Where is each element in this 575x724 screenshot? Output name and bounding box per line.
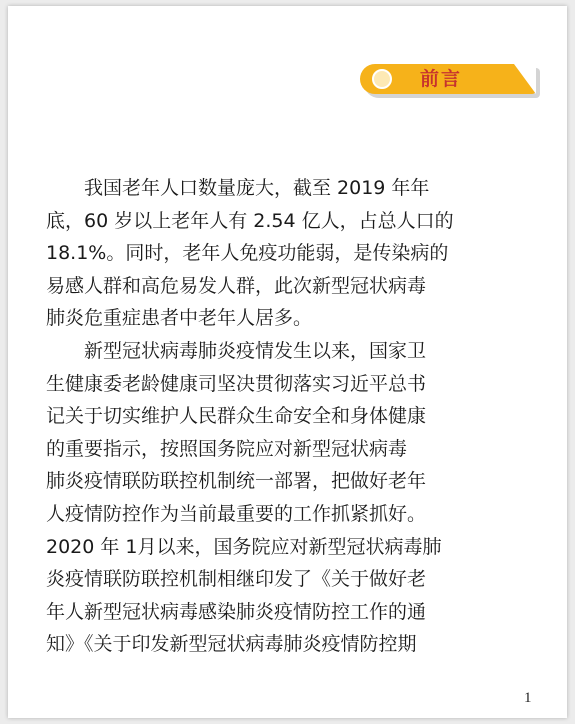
text-line: 18.1%。同时，老年人免疫功能弱，是传染病的 (46, 242, 449, 265)
text-line: 炎疫情联防联控机制相继印发了《关于做好老 (46, 568, 427, 591)
text-line: 人疫情防控作为当前最重要的工作抓紧抓好。 (46, 502, 427, 525)
text-line: 我国老年人口数量庞大，截至 2019 年年 (46, 177, 430, 199)
section-title: 前言 (420, 68, 463, 90)
circle-dot-icon (372, 69, 392, 89)
text-line: 易感人群和高危易发人群，此次新型冠状病毒 (46, 274, 427, 297)
banner-tab (360, 64, 536, 94)
text-line: 知》《关于印发新型冠状病毒肺炎疫情防控期 (46, 633, 417, 656)
text-line: 年人新型冠状病毒感染肺炎疫情防控工作的通 (46, 600, 427, 623)
text-line: 的重要指示，按照国务院应对新型冠状病毒 (46, 437, 408, 460)
text-line: 底，60 岁以上老年人有 2.54 亿人，占总人口的 (46, 209, 454, 232)
document-page (8, 6, 567, 718)
text-line: 肺炎疫情联防联控机制统一部署，把做好老年 (46, 470, 427, 493)
text-line: 生健康委老龄健康司坚决贯彻落实习近平总书 (46, 372, 427, 395)
text-line: 肺炎危重症患者中老年人居多。 (46, 307, 313, 330)
text-line: 新型冠状病毒肺炎疫情发生以来，国家卫 (46, 339, 427, 362)
text-line: 记关于切实维护人民群众生命安全和身体健康 (46, 405, 427, 428)
body-text (46, 172, 536, 661)
text-line: 2020 年 1月以来，国务院应对新型冠状病毒肺 (46, 535, 442, 558)
section-banner (360, 64, 538, 98)
page-number: 1 (524, 690, 532, 706)
